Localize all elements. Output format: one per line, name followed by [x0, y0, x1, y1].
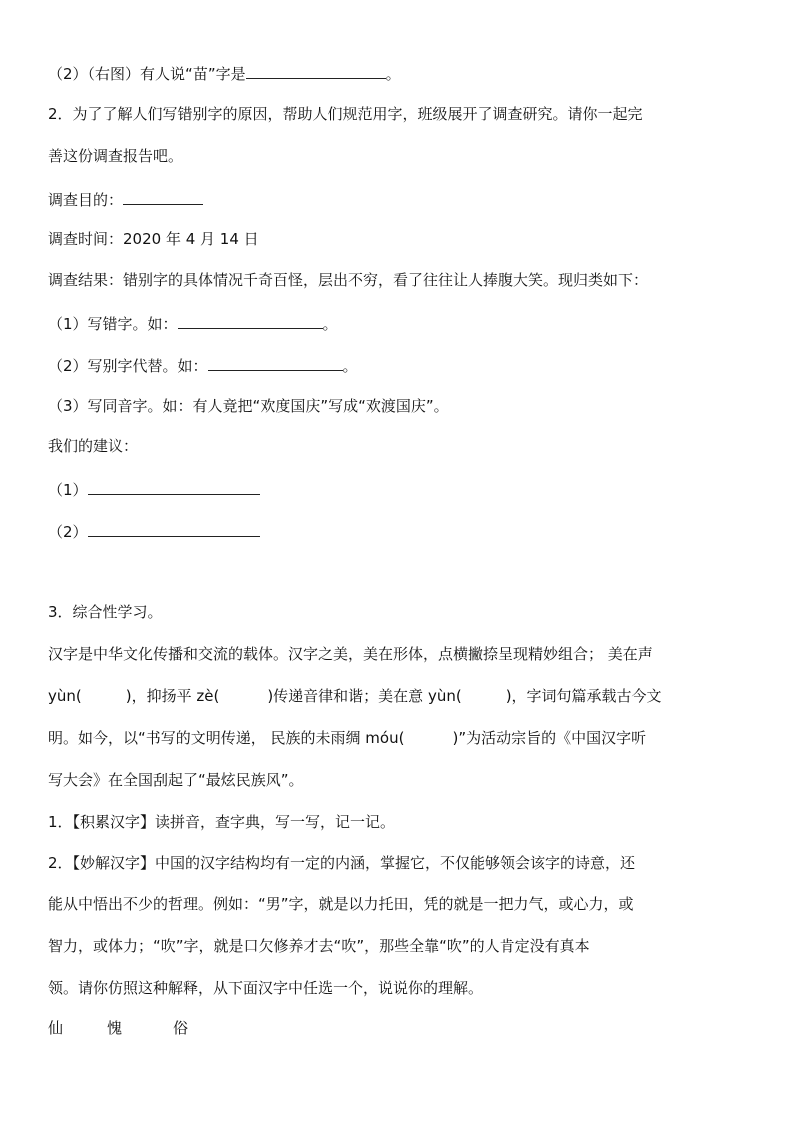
purpose-line: [48, 188, 203, 210]
r1-blank[interactable]: [178, 312, 323, 329]
suggest-line: 我们的建议：: [48, 437, 139, 455]
task3-title: 3．综合性学习。: [48, 603, 163, 621]
para2-c: )传递音律和谐；美在意 yùn(: [267, 687, 462, 705]
r1-line: [48, 312, 338, 334]
para-line2: [48, 686, 662, 706]
s1-line: [48, 478, 260, 500]
q2-2-line: [48, 62, 401, 84]
r1-end: 。: [322, 315, 338, 333]
k2-line2: 能从中悟出不少的哲理。例如：“男”字，就是以力托田，凭的就是一把力气，或心力，或: [48, 895, 634, 913]
chars-line: [48, 1018, 188, 1038]
r1-text: （1）写错字。如：: [48, 315, 178, 333]
r2-line: [48, 354, 358, 376]
para-line1: 汉字是中华文化传播和交流的载体。汉字之美，美在形体，点横撇捺呈现精妙组合； 美在声: [48, 645, 653, 663]
r3-line: （3）写同音字。如：有人竟把“欢度国庆”写成“欢渡国庆”。: [48, 397, 449, 415]
purpose-label: 调查目的：: [48, 191, 124, 209]
s2-label: （2）: [48, 523, 88, 541]
k2-line3: 智力，或体力；“吹”字，就是口欠修养才去“吹”，那些全靠“吹”的人肯定没有真本: [48, 937, 590, 955]
task2-title-line2: 善这份调查报告吧。: [48, 147, 184, 165]
s1-label: （1）: [48, 481, 88, 499]
para-line4: 写大会》在全国刮起了“最炫民族风”。: [48, 771, 304, 789]
s2-line: [48, 520, 260, 542]
q2-2-end: 。: [385, 65, 401, 83]
char-kui: 愧: [107, 1019, 123, 1037]
para2-d: )，字词句篇承载古今文: [505, 687, 662, 705]
k2-line4: 领。请你仿照这种解释，从下面汉字中任选一个，说说你的理解。: [48, 979, 484, 997]
time-line: 调查时间：2020 年 4 月 14 日: [48, 230, 259, 248]
char-xian: 仙: [48, 1019, 64, 1037]
result-line: 调查结果：错别字的具体情况千奇百怪，层出不穷，看了往往让人捧腹大笑。现归类如下：: [48, 271, 649, 289]
answer-blank[interactable]: [246, 62, 386, 79]
r2-text: （2）写别字代替。如：: [48, 357, 208, 375]
k2-line1: 2．【妙解汉字】中国的汉字结构均有一定的内涵，掌握它，不仅能够领会该字的诗意，还: [48, 854, 636, 872]
char-su: 俗: [173, 1019, 189, 1037]
task2-title-line1: 2．为了了解人们写错别字的原因，帮助人们规范用字，班级展开了调查研究。请你一起完: [48, 105, 643, 123]
s2-blank[interactable]: [88, 520, 260, 537]
r2-end: 。: [342, 357, 358, 375]
para-line3: [48, 728, 646, 748]
r2-blank[interactable]: [208, 354, 343, 371]
k1-line: 1．【积累汉字】读拼音，查字典，写一写，记一记。: [48, 813, 396, 831]
para2-b: )，抑扬平 zè(: [125, 687, 220, 705]
para3-a: 明。如今，以“书写的文明传递， 民族的未雨绸 móu(: [48, 729, 405, 747]
s1-blank[interactable]: [88, 478, 260, 495]
para2-a: yùn(: [48, 687, 82, 705]
q2-2-text: （2）（右图）有人说“苗”字是: [48, 65, 246, 83]
para3-b: )”为活动宗旨的《中国汉字听: [452, 729, 647, 747]
purpose-blank[interactable]: [123, 188, 203, 205]
